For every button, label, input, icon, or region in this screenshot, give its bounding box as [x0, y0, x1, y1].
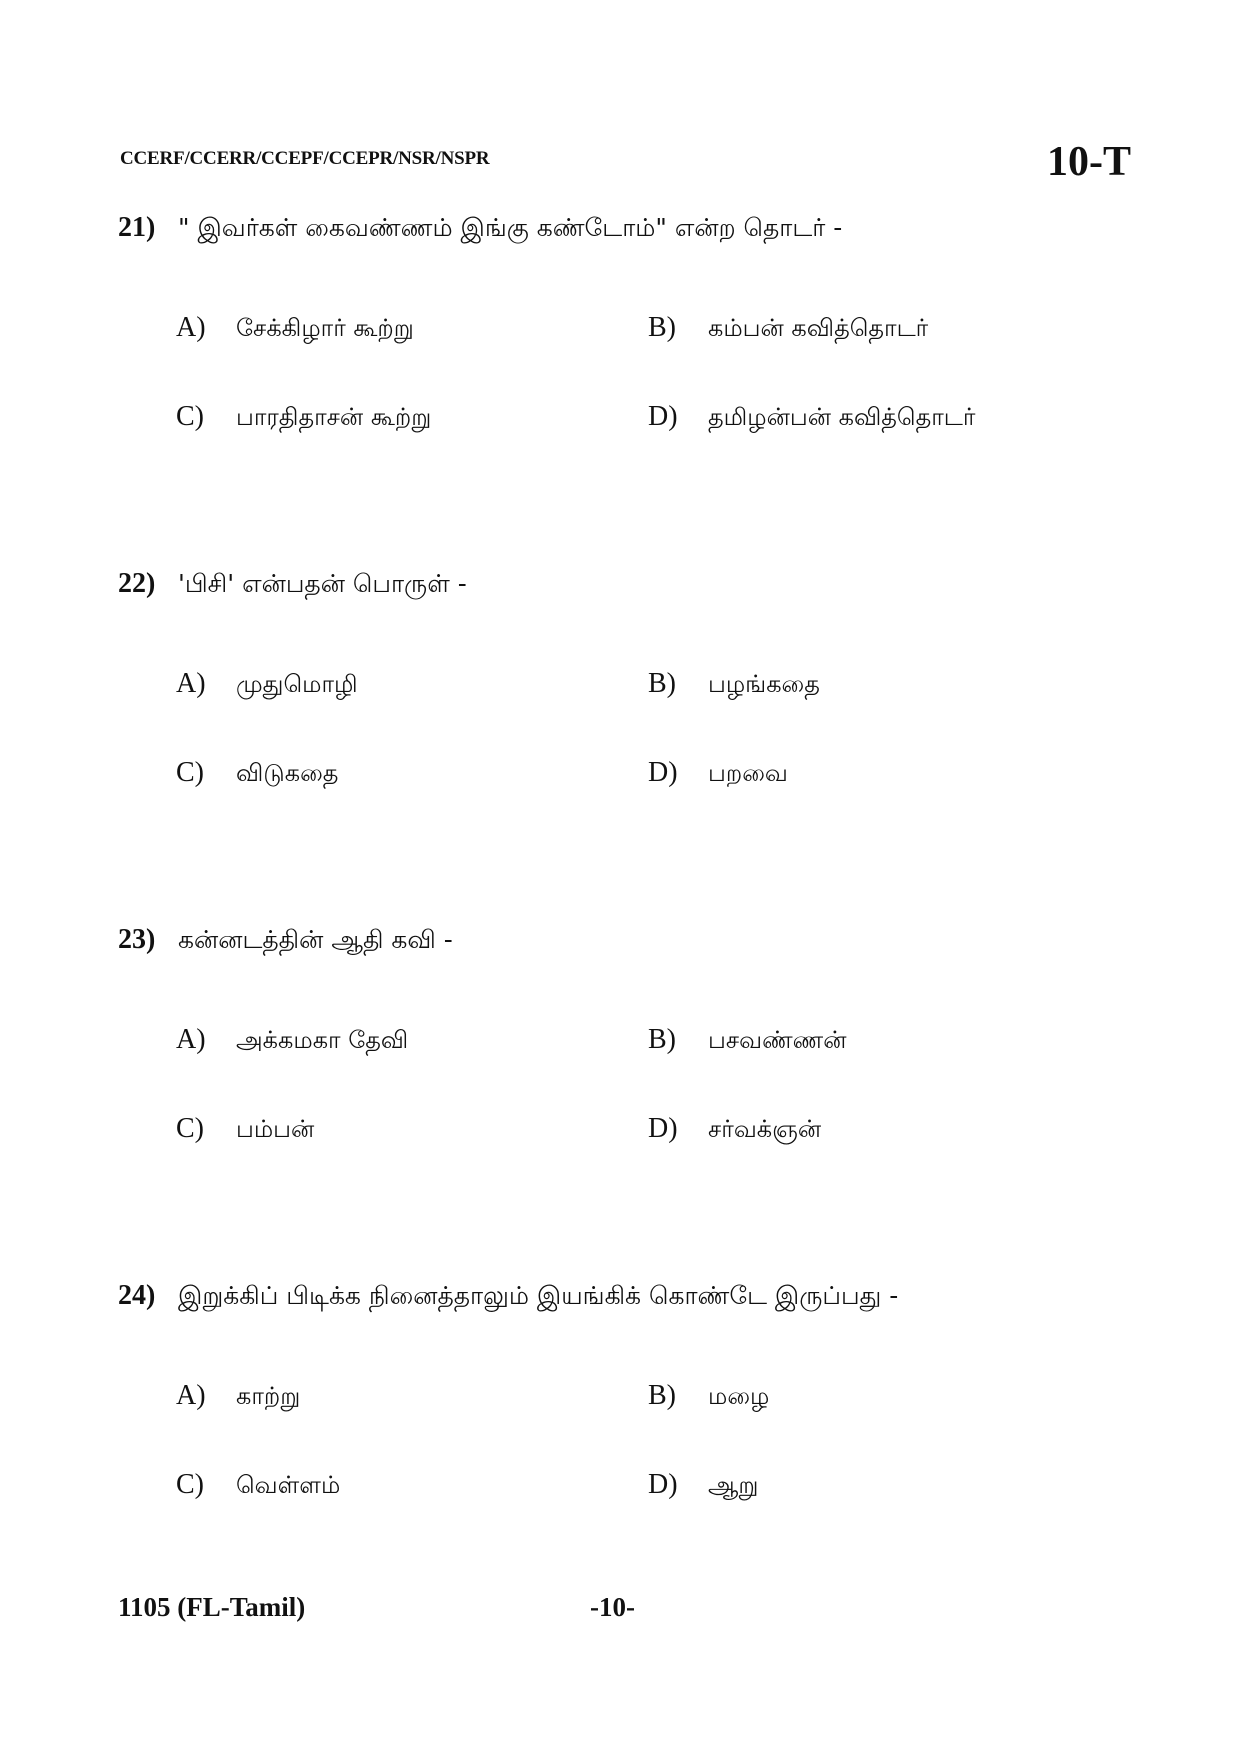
option-text: மழை [708, 1382, 770, 1410]
option-row [176, 640, 1148, 729]
option-b [648, 312, 1120, 345]
option-text: சேக்கிழார் கூற்று [236, 314, 414, 342]
question-22 [118, 568, 1148, 818]
option-letter: B) [648, 668, 676, 699]
option-letter: B) [648, 1380, 676, 1411]
option-text: ஆறு [708, 1471, 759, 1499]
option-a [176, 1380, 648, 1413]
option-a [176, 1024, 648, 1057]
option-letter: D) [648, 1113, 678, 1144]
option-text: பம்பன் [236, 1115, 315, 1143]
option-text: சர்வக்ஞன் [708, 1115, 822, 1143]
question-number: 24) [118, 1280, 156, 1311]
question-21 [118, 212, 1148, 462]
option-letter: C) [176, 401, 204, 432]
option-text: வெள்ளம் [236, 1471, 341, 1499]
question-text: இறுக்கிப் பிடிக்க நினைத்தாலும் இயங்கிக் கொண்டே இருப்பது - [178, 1281, 899, 1310]
option-letter: D) [648, 1469, 678, 1500]
option-text: பசவண்ணன் [708, 1026, 847, 1054]
option-b [648, 668, 1120, 701]
question-text: " இவர்கள் கைவண்ணம் இங்கு கண்டோம்" என்ற தொடர் - [178, 213, 843, 242]
option-row [176, 1441, 1148, 1530]
exam-code: CCERF/CCERR/CCEPF/CCEPR/NSR/NSPR [120, 148, 490, 169]
option-d [648, 1469, 1120, 1502]
option-letter: A) [176, 1380, 206, 1411]
option-letter: B) [648, 1024, 676, 1055]
paper-code: 1105 (FL-Tamil) [118, 1592, 306, 1622]
question-23 [118, 924, 1148, 1174]
question-text: கன்னடத்தின் ஆதி கவி - [178, 925, 453, 954]
question-number: 22) [118, 568, 156, 599]
option-letter: A) [176, 312, 206, 343]
question-number: 23) [118, 924, 156, 955]
question-line [118, 924, 1148, 958]
option-c [176, 1113, 648, 1146]
option-letter: C) [176, 1113, 204, 1144]
option-text: காற்று [236, 1382, 301, 1410]
option-letter: C) [176, 757, 204, 788]
option-c [176, 1469, 648, 1502]
option-d [648, 1113, 1120, 1146]
option-row [176, 729, 1148, 818]
option-row [176, 1085, 1148, 1174]
question-line [118, 568, 1148, 602]
option-letter: D) [648, 401, 678, 432]
option-a [176, 668, 648, 701]
question-line [118, 212, 1148, 246]
option-text: தமிழன்பன் கவித்தொடர் [708, 403, 976, 431]
option-row [176, 373, 1148, 462]
option-a [176, 312, 648, 345]
option-b [648, 1380, 1120, 1413]
option-c [176, 757, 648, 790]
page-number: -10- [590, 1592, 635, 1622]
option-letter: B) [648, 312, 676, 343]
option-row [176, 996, 1148, 1085]
option-letter: D) [648, 757, 678, 788]
option-d [648, 757, 1120, 790]
question-24 [118, 1280, 1148, 1530]
option-letter: A) [176, 668, 206, 699]
option-text: பழங்கதை [708, 670, 820, 698]
option-row [176, 1352, 1148, 1441]
option-text: அக்கமகா தேவி [236, 1026, 409, 1054]
option-text: கம்பன் கவித்தொடர் [708, 314, 929, 342]
option-text: பாரதிதாசன் கூற்று [236, 403, 432, 431]
option-d [648, 401, 1120, 434]
question-number: 21) [118, 212, 156, 243]
option-text: விடுகதை [236, 759, 339, 787]
option-letter: C) [176, 1469, 204, 1500]
question-text: 'பிசி' என்பதன் பொருள் - [178, 569, 467, 598]
option-b [648, 1024, 1120, 1057]
question-line [118, 1280, 1148, 1314]
option-letter: A) [176, 1024, 206, 1055]
option-text: முதுமொழி [236, 670, 358, 698]
option-row [176, 284, 1148, 373]
option-c [176, 401, 648, 434]
option-text: பறவை [708, 759, 788, 787]
page-identifier: 10-T [1047, 139, 1131, 185]
